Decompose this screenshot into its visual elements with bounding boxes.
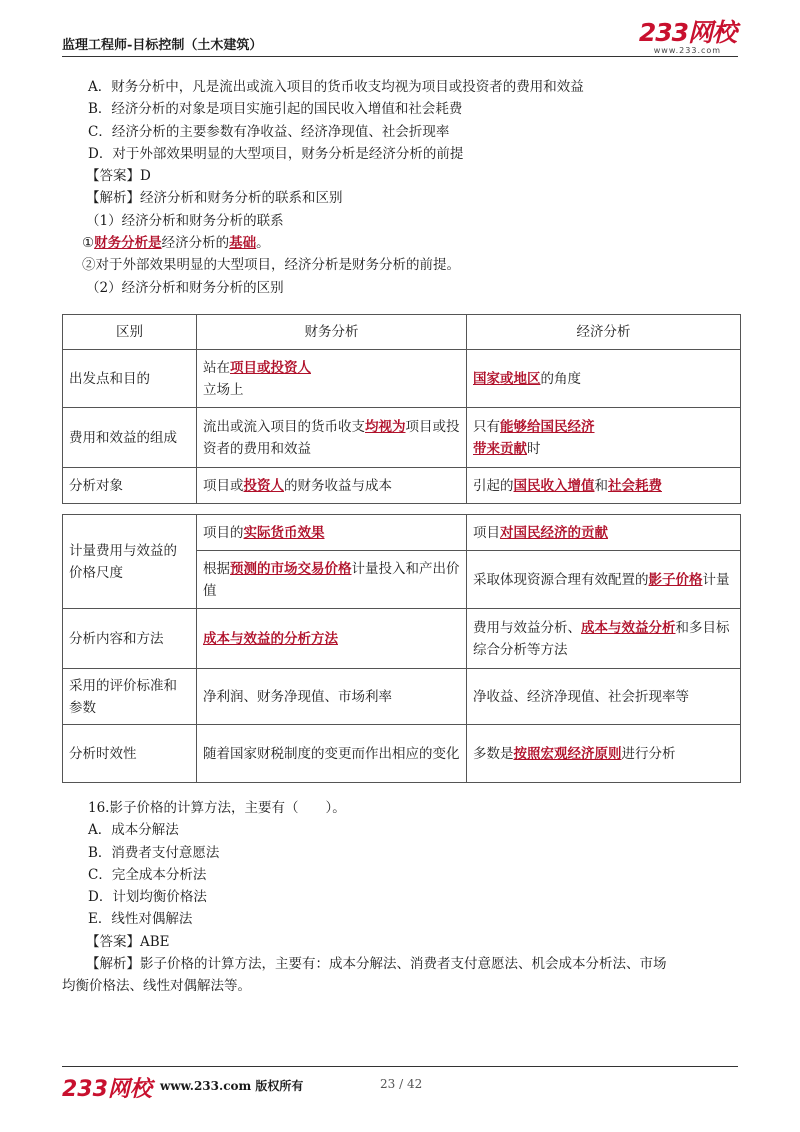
finance-cell: 随着国家财税制度的变更而作出相应的变化 <box>197 725 467 783</box>
option-d: D．对于外部效果明显的大型项目，财务分析是经济分析的前提 <box>88 145 464 162</box>
comparison-table-2 <box>62 514 741 783</box>
row-label: 费用和效益的组成 <box>63 408 197 468</box>
row-label: 计量费用与效益的价格尺度 <box>63 515 197 609</box>
header-cell: 区别 <box>63 315 197 350</box>
header-cell: 财务分析 <box>197 315 467 350</box>
finance-cell: 成本与效益的分析方法 <box>197 609 467 669</box>
logo-url: www.233.com <box>653 46 722 55</box>
option-c: C．经济分析的主要参数有净收益、经济净现值、社会折现率 <box>88 123 450 140</box>
footer-logo[interactable]: 233网校 <box>62 1077 152 1102</box>
option-e: E．线性对偶解法 <box>88 911 193 928</box>
site-logo[interactable] <box>639 20 736 55</box>
footer-divider <box>62 1066 738 1067</box>
table-row <box>63 350 741 408</box>
economic-cell: 国家或地区的角度 <box>467 350 741 408</box>
page-number: 23 / 42 <box>380 1077 423 1091</box>
finance-cell: 项目或投资人的财务收益与成本 <box>197 468 467 504</box>
footer-copyright: www.233.com 版权所有 <box>160 1079 304 1093</box>
row-label: 分析时效性 <box>63 725 197 783</box>
analysis-2-line-1: 【解析】影子价格的计算方法，主要有：成本分解法、消费者支付意愿法、机会成本分析法、市场 <box>86 956 667 973</box>
question-16 <box>62 797 738 998</box>
answer-1: 【答案】D <box>86 168 151 185</box>
option-a: A．成本分解法 <box>88 822 179 839</box>
economic-cell: 净收益、经济净现值、社会折现率等 <box>467 669 741 725</box>
section-2: （2）经济分析和财务分析的区别 <box>86 279 284 296</box>
economic-cell: 费用与效益分析、成本与效益分析和多目标综合分析等方法 <box>467 609 741 669</box>
analysis-2-line-2: 均衡价格法、线性对偶解法等。 <box>62 978 251 995</box>
section-1: （1）经济分析和财务分析的联系 <box>86 212 284 229</box>
logo-text: 233网校 <box>638 18 736 47</box>
finance-cell: 站在项目或投资人 立场上 <box>197 350 467 408</box>
row-label: 采用的评价标准和参数 <box>63 669 197 725</box>
row-label: 出发点和目的 <box>63 350 197 408</box>
analysis-1: 【解析】经济分析和财务分析的联系和区别 <box>86 190 343 207</box>
table-row <box>63 515 741 551</box>
option-a: A．财务分析中，凡是流出或流入项目的货币收支均视为项目或投资者的费用和效益 <box>88 79 584 95</box>
row-label: 分析对象 <box>63 468 197 504</box>
table-row <box>63 468 741 504</box>
finance-cell: 流出或流入项目的货币收支均视为项目或投资者的费用和效益 <box>197 408 467 468</box>
option-c: C．完全成本分析法 <box>88 866 207 883</box>
header-title: 监理工程师-目标控制（土木建筑） <box>62 38 263 53</box>
header-divider <box>62 56 738 57</box>
economic-cell: 引起的国民收入增值和社会耗费 <box>467 468 741 504</box>
finance-cell: 净利润、财务净现值、市场利率 <box>197 669 467 725</box>
finance-cell: 项目的实际货币效果 <box>197 515 467 551</box>
header-cell: 经济分析 <box>467 315 741 350</box>
table-row <box>63 609 741 669</box>
question-stem: 16.影子价格的计算方法，主要有（ ）。 <box>88 800 346 816</box>
item-1: ①财务分析是经济分析的基础。 <box>82 235 270 252</box>
table-row <box>63 669 741 725</box>
item-2: ②对于外部效果明显的大型项目，经济分析是财务分析的前提。 <box>82 257 460 274</box>
finance-cell: 根据预测的市场交易价格计量投入和产出价值 <box>197 551 467 609</box>
option-b: B．消费者支付意愿法 <box>88 844 220 861</box>
comparison-table-1 <box>62 314 741 504</box>
row-label: 分析内容和方法 <box>63 609 197 669</box>
economic-cell: 采取体现资源合理有效配置的影子价格计量 <box>467 551 741 609</box>
economic-cell: 多数是按照宏观经济原则进行分析 <box>467 725 741 783</box>
question-15-body <box>62 76 738 299</box>
answer-2: 【答案】ABE <box>86 933 170 950</box>
option-d: D．计划均衡价格法 <box>88 889 207 906</box>
option-b: B．经济分析的对象是项目实施引起的国民收入增值和社会耗费 <box>88 101 463 118</box>
table-row <box>63 408 741 468</box>
economic-cell: 项目对国民经济的贡献 <box>467 515 741 551</box>
table-row <box>63 725 741 783</box>
economic-cell: 只有能够给国民经济 带来贡献时 <box>467 408 741 468</box>
